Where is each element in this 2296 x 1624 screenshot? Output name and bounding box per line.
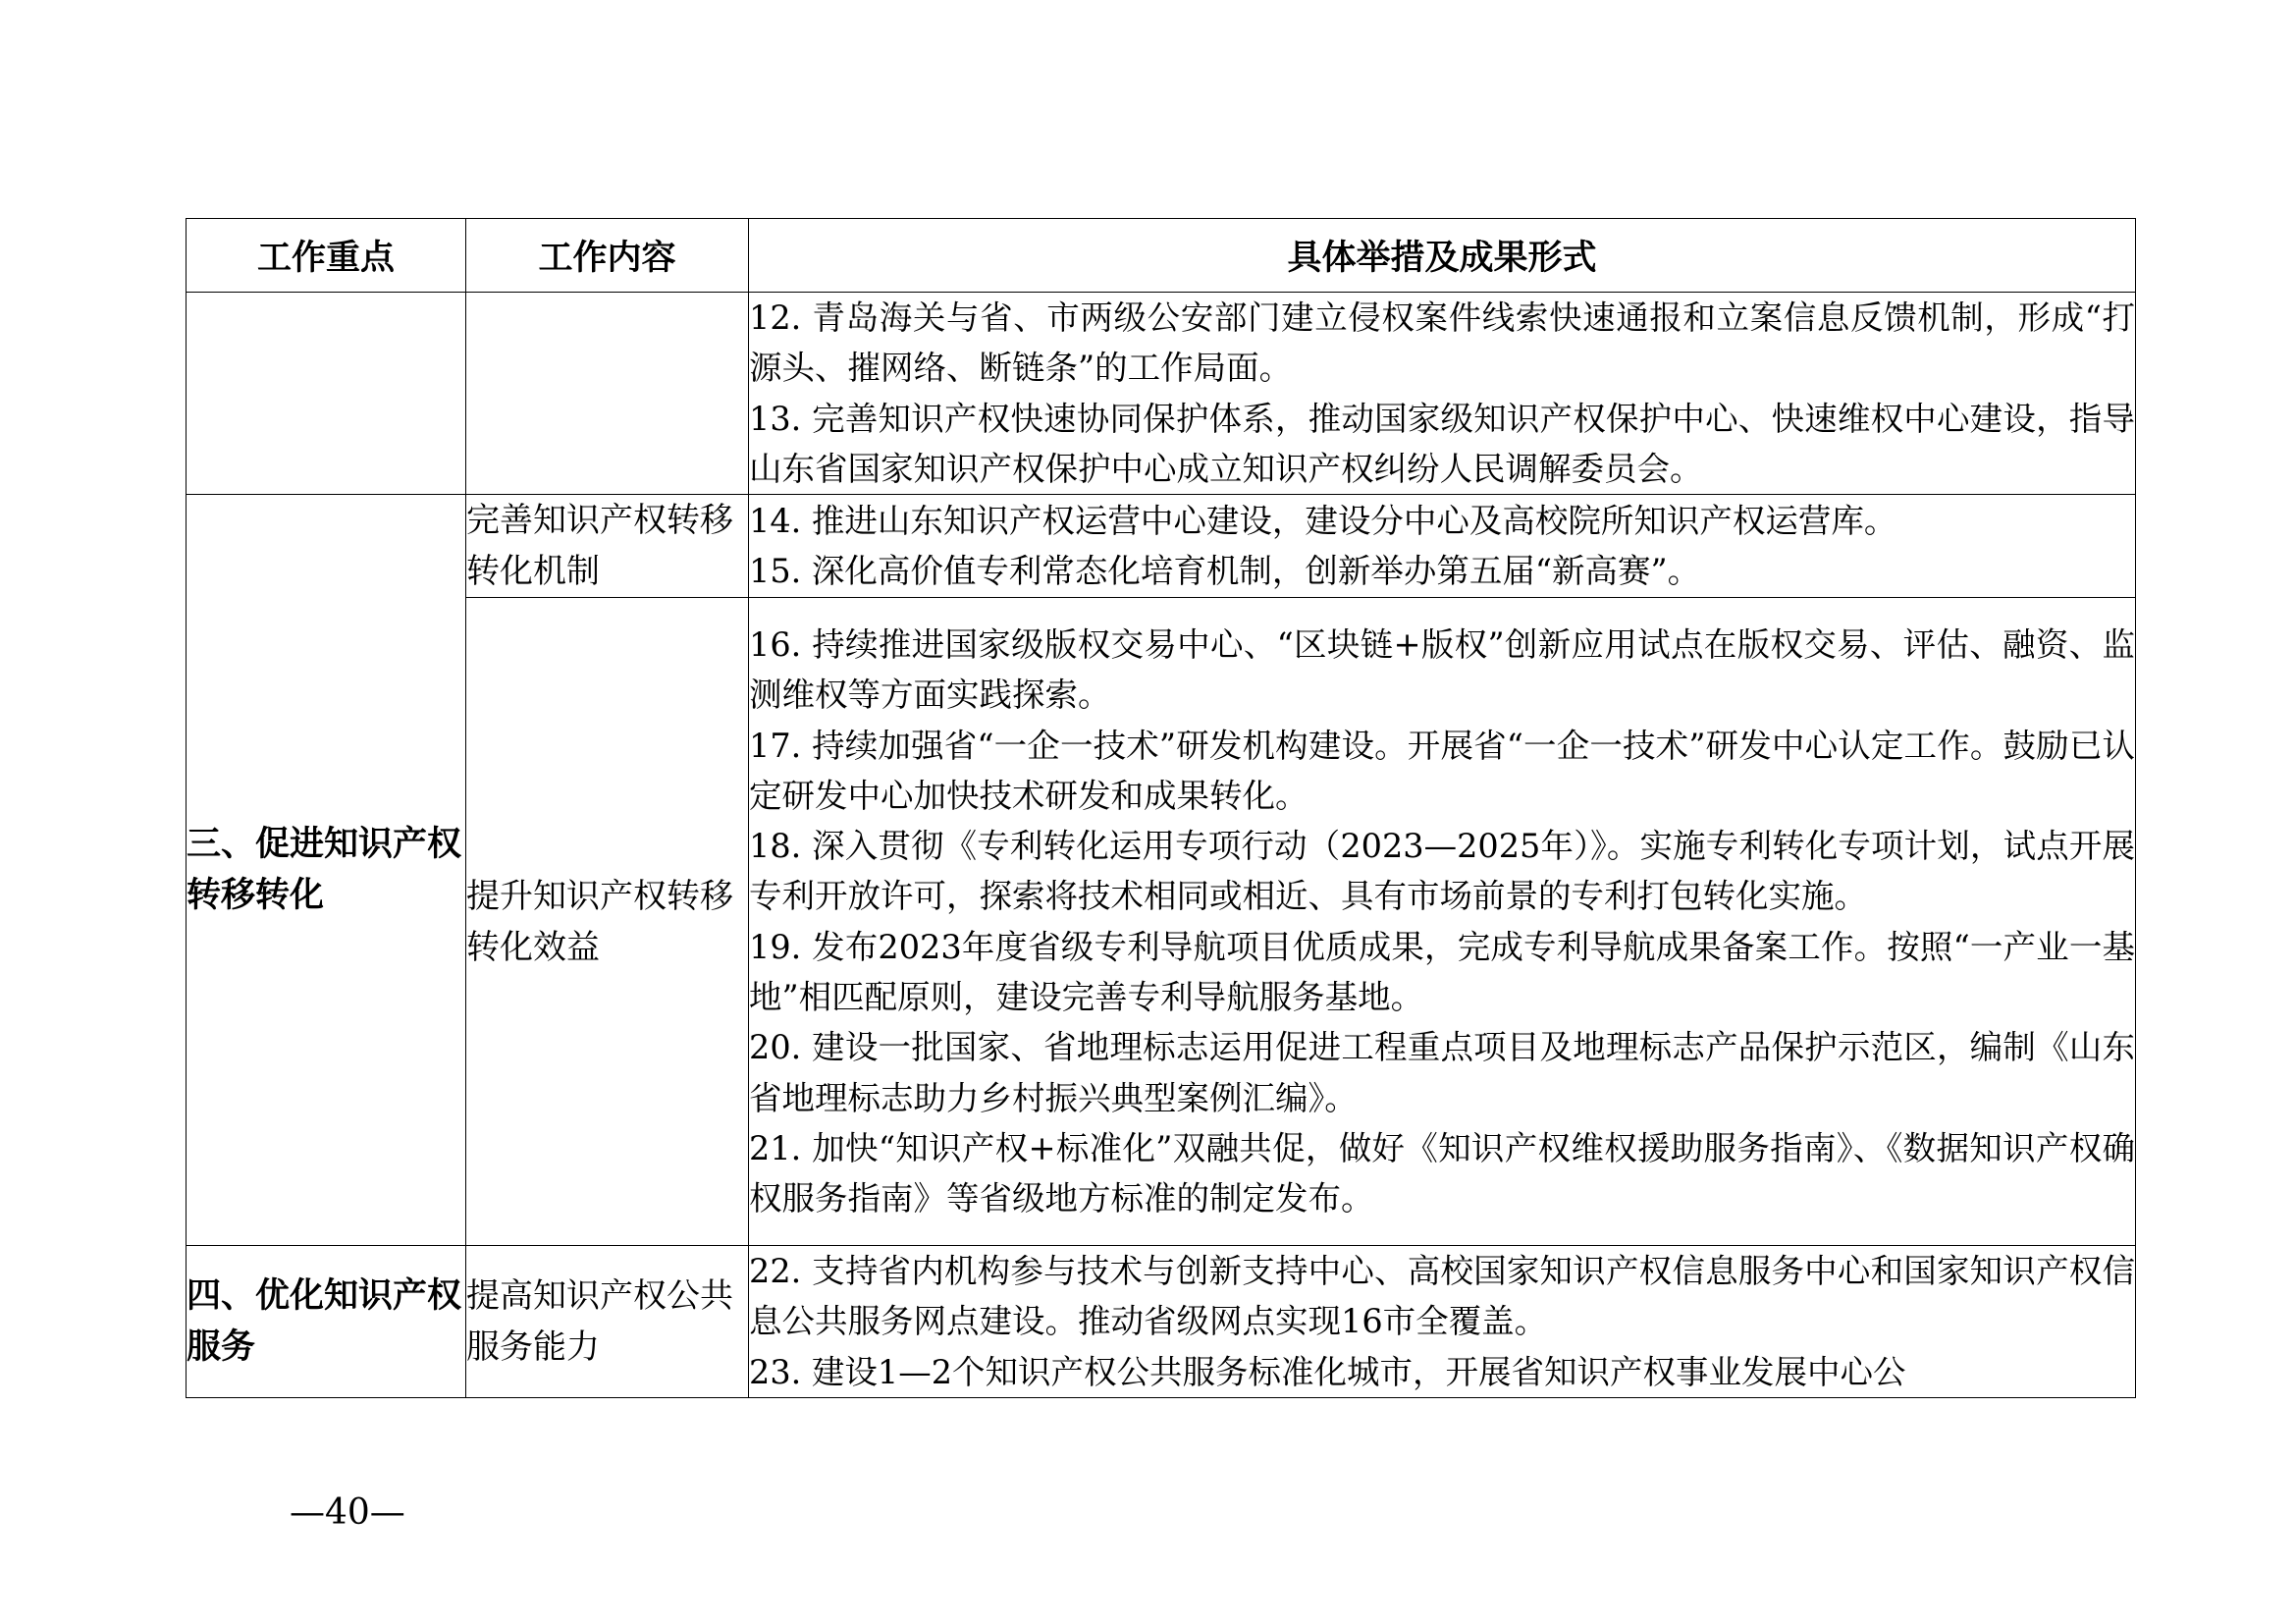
measure-20: 20. 建设一批国家、省地理标志运用促进工程重点项目及地理标志产品保护示范区，编制《山东省地理标志助力乡村振兴典型案例汇编》。: [749, 1028, 2135, 1117]
measure-16: 16. 持续推进国家级版权交易中心、“区块链+版权”创新应用试点在版权交易、评估、融资、监测维权等方面实践探索。: [749, 624, 2135, 715]
measure-14: 14. 推进山东知识产权运营中心建设，建设分中心及高校院所知识产权运营库。: [749, 501, 1897, 540]
focus-section-3: 三、促进知识产权转移转化: [187, 495, 466, 1246]
measure-22: 22. 支持省内机构参与技术与创新支持中心、高校国家知识产权信息服务中心和国家知识产权信息公共服务网点建设。推动省级网点实现16市全覆盖。: [749, 1252, 2135, 1341]
header-measures: 具体举措及成果形式: [749, 219, 2136, 293]
table-row: [187, 598, 2136, 1246]
measures-cell: [749, 495, 2136, 598]
measure-15: 15. 深化高价值专利常态化培育机制，创新举办第五届“新高赛”。: [749, 552, 1701, 591]
table-row: [187, 1246, 2136, 1398]
content-section-3-2: 提升知识产权转移转化效益: [466, 598, 749, 1246]
table-row: [187, 293, 2136, 495]
measure-12: 12. 青岛海关与省、市两级公安部门建立侵权案件线索快速通报和立案信息反馈机制，形成“打源头、摧网络、断链条”的工作局面。: [749, 298, 2135, 388]
measures-cell: [749, 598, 2136, 1246]
measure-17: 17. 持续加强省“一企一技术”研发机构建设。开展省“一企一技术”研发中心认定工作。鼓励已认定研发中心加快技术研发和成果转化。: [749, 726, 2135, 815]
measure-18: 18. 深入贯彻《专利转化运用专项行动（2023—2025年）》。实施专利转化专项计划，试点开展专利开放许可，探索将技术相同或相近、具有市场前景的专利打包转化实施。: [749, 827, 2135, 916]
content-section-3-1: 完善知识产权转移转化机制: [466, 495, 749, 598]
work-plan-table: [186, 218, 2136, 1398]
content-cell-empty: [466, 293, 749, 495]
table-header-row: [187, 219, 2136, 293]
content-section-4: 提高知识产权公共服务能力: [466, 1246, 749, 1398]
measure-21: 21. 加快“知识产权+标准化”双融共促，做好《知识产权维权援助服务指南》、《数据知识产权确权服务指南》等省级地方标准的制定发布。: [749, 1128, 2135, 1218]
table-row: [187, 495, 2136, 598]
header-work-focus: 工作重点: [187, 219, 466, 293]
header-work-content: 工作内容: [466, 219, 749, 293]
measures-cell: [749, 1246, 2136, 1398]
measure-19: 19. 发布2023年度省级专利导航项目优质成果，完成专利导航成果备案工作。按照“一产业一基地”相匹配原则，建设完善专利导航服务基地。: [749, 927, 2135, 1016]
focus-cell-empty: [187, 293, 466, 495]
page-number: —40—: [290, 1492, 405, 1533]
measures-cell: [749, 293, 2136, 495]
measure-23: 23. 建设1—2个知识产权公共服务标准化城市，开展省知识产权事业发展中心公: [749, 1352, 1906, 1391]
measure-13: 13. 完善知识产权快速协同保护体系，推动国家级知识产权保护中心、快速维权中心建设，指导山东省国家知识产权保护中心成立知识产权纠纷人民调解委员会。: [749, 399, 2135, 488]
focus-section-4: 四、优化知识产权服务: [187, 1246, 466, 1398]
